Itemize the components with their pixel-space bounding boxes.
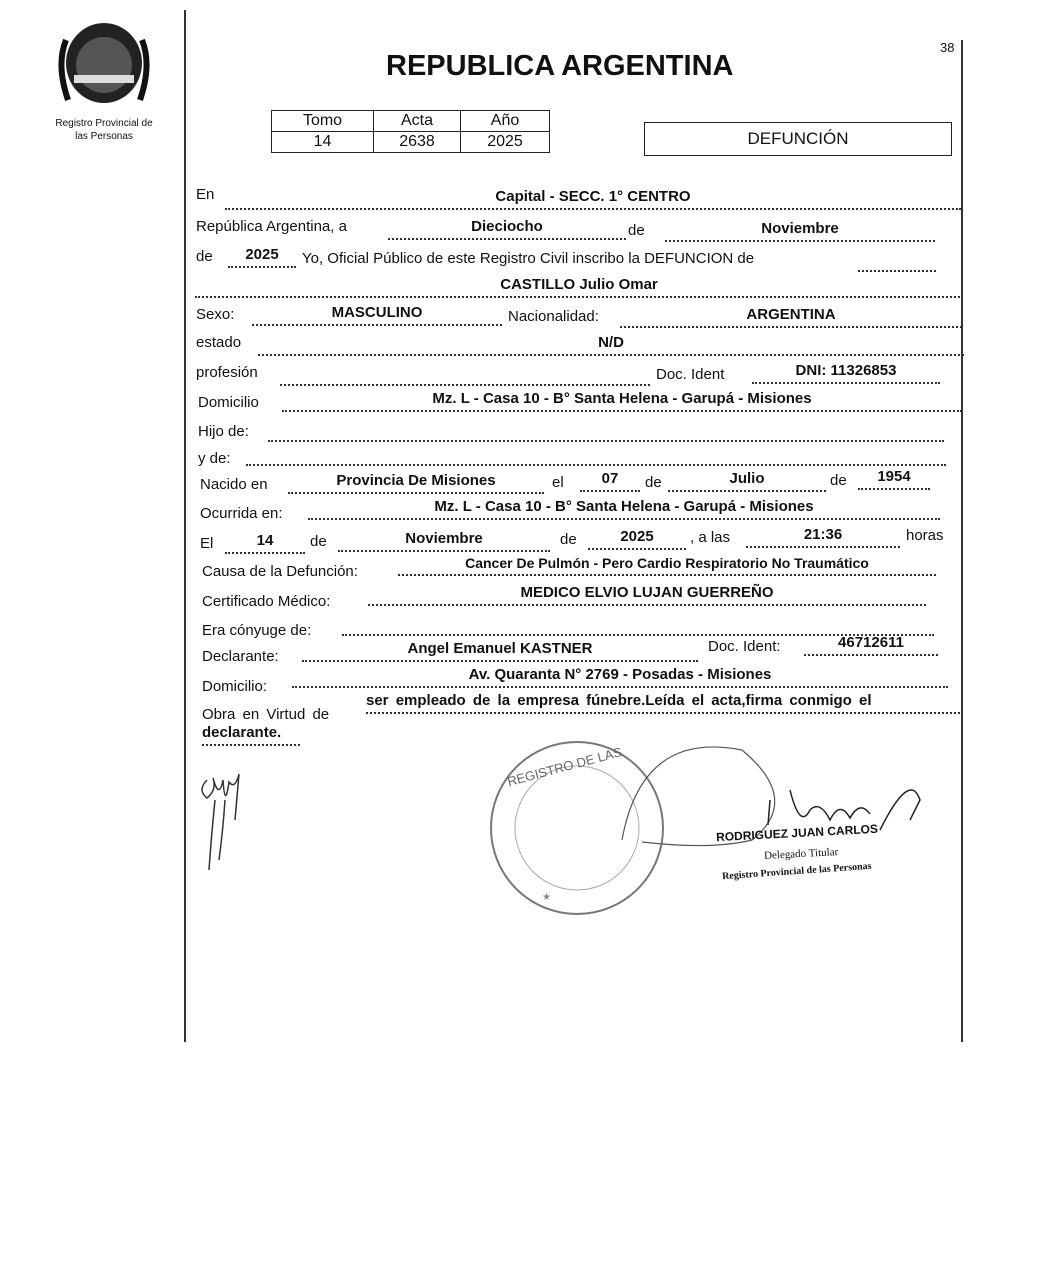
de-label: de xyxy=(310,533,327,550)
org-name-line1: Registro Provincial de xyxy=(55,118,153,129)
horas-label: horas xyxy=(906,527,944,544)
ano-value: 2025 xyxy=(461,132,550,153)
deceased-name-field: CASTILLO Julio Omar xyxy=(195,276,963,298)
acta-value: 2638 xyxy=(374,132,461,153)
mother-field xyxy=(246,444,946,466)
doc-ident-field: DNI: 11326853 xyxy=(752,362,940,384)
death-day-field: 14 xyxy=(225,532,305,554)
birth-year-field: 1954 xyxy=(858,468,930,490)
de-label: de xyxy=(645,474,662,491)
month-field: Noviembre xyxy=(665,220,935,242)
de-label: de xyxy=(196,248,213,265)
de-label: de xyxy=(628,222,645,239)
estado-field: N/D xyxy=(258,334,964,356)
de-label: de xyxy=(560,531,577,548)
place-field: Capital - SECC. 1° CENTRO xyxy=(225,188,961,210)
el-label: el xyxy=(552,474,564,491)
signatory-name: RODRIGUEZ JUAN CARLOS xyxy=(715,821,879,845)
decl-doc-label: Doc. Ident: xyxy=(708,638,781,655)
death-place-field: Mz. L - Casa 10 - B° Santa Helena - Garupá - Misiones xyxy=(308,498,940,520)
doc-type-box: DEFUNCIÓN xyxy=(644,122,952,156)
signatory-title: Delegado Titular xyxy=(763,846,839,862)
decl-doc-field: 46712611 xyxy=(804,634,938,656)
hijo-label: Hijo de: xyxy=(198,423,249,440)
birthplace-field: Provincia De Misiones xyxy=(288,472,544,494)
y-de-label: y de: xyxy=(198,450,231,467)
estado-label: estado xyxy=(196,334,242,351)
document-title: REPUBLICA ARGENTINA xyxy=(386,50,734,82)
conyuge-label: Era cónyuge de: xyxy=(202,622,312,639)
tomo-header: Tomo xyxy=(272,111,374,132)
signatory-org: Registro Provincial de las Personas xyxy=(721,860,872,883)
decl-domicilio-field: Av. Quaranta N° 2769 - Posadas - Misiones xyxy=(292,666,948,688)
father-field xyxy=(268,420,944,442)
profesion-field xyxy=(280,364,650,386)
death-month-field: Noviembre xyxy=(338,530,550,552)
decl-domicilio-label: Domicilio: xyxy=(202,678,268,695)
ano-header: Año xyxy=(461,111,550,132)
de-label: de xyxy=(830,472,847,489)
right-margin-line xyxy=(961,40,963,1042)
registry-table xyxy=(271,110,550,153)
obra-field-continuation: declarante. xyxy=(202,724,300,746)
svg-text:REGISTRO DE LAS: REGISTRO DE LAS xyxy=(505,744,624,790)
birth-day-field: 07 xyxy=(580,470,640,492)
sexo-label: Sexo: xyxy=(196,306,235,323)
declarant-signature xyxy=(195,760,265,880)
certificado-label: Certificado Médico: xyxy=(202,593,331,610)
nacionalidad-label: Nacionalidad: xyxy=(508,308,599,325)
domicilio-label: Domicilio xyxy=(198,394,259,411)
obra-field: ser empleado de la empresa fúnebre.Leída el acta,firma conmigo el xyxy=(366,692,960,714)
org-name-line2: las Personas xyxy=(75,131,133,142)
death-time-field: 21:36 xyxy=(746,526,900,548)
el-label: El xyxy=(200,535,214,552)
a-las-label: , a las xyxy=(690,529,731,546)
death-year-field: 2025 xyxy=(588,528,686,550)
obra-label: Obra en Virtud de xyxy=(202,706,330,723)
left-margin-line xyxy=(184,10,186,1042)
nacionalidad-field: ARGENTINA xyxy=(620,306,962,328)
certificado-field: MEDICO ELVIO LUJAN GUERREÑO xyxy=(368,584,926,606)
nacido-label: Nacido en xyxy=(200,476,268,493)
declarante-label: Declarante: xyxy=(202,648,279,665)
republica-label: República Argentina, a xyxy=(196,218,347,235)
birth-month-field: Julio xyxy=(668,470,826,492)
tomo-value: 14 xyxy=(272,132,374,153)
cause-field: Cancer De Pulmón - Pero Cardio Respiratorio No Traumático xyxy=(398,554,936,576)
sexo-field: MASCULINO xyxy=(252,304,502,326)
domicilio-field: Mz. L - Casa 10 - B° Santa Helena - Garupá - Misiones xyxy=(282,390,962,412)
causa-label: Causa de la Defunción: xyxy=(202,563,358,580)
doc-ident-label: Doc. Ident xyxy=(656,366,725,383)
page-number: 38 xyxy=(940,40,955,55)
profesion-label: profesión xyxy=(196,364,258,381)
acta-header: Acta xyxy=(374,111,461,132)
blank-field xyxy=(858,250,936,272)
spouse-field xyxy=(342,614,934,636)
oficial-text: Yo, Oficial Público de este Registro Civil inscribo la DEFUNCION de xyxy=(302,250,755,267)
province-seal-logo xyxy=(52,20,156,106)
ocurrida-label: Ocurrida en: xyxy=(200,505,283,522)
day-field: Dieciocho xyxy=(388,218,626,240)
svg-text:★: ★ xyxy=(542,892,551,903)
year-field: 2025 xyxy=(228,246,296,268)
en-label: En xyxy=(196,186,215,203)
declarante-field: Angel Emanuel KASTNER xyxy=(302,640,698,662)
